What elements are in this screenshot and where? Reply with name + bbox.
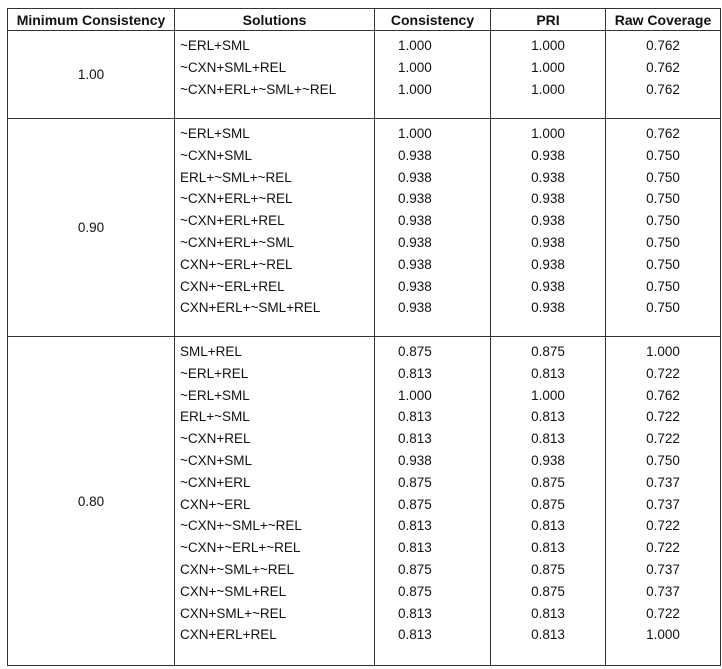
pri-value: 0.813	[531, 431, 565, 447]
consistency-value: 0.938	[398, 169, 432, 185]
raw-coverage-value: 0.750	[646, 191, 680, 207]
consistency-value: 1.000	[398, 126, 432, 141]
solution-value: CXN+ERL+REL	[180, 627, 277, 643]
consistency-value: 0.813	[398, 518, 432, 534]
consistency-value: 0.938	[398, 234, 432, 250]
solution-value: CXN+~SML+~REL	[180, 561, 295, 577]
raw-coverage-value: 0.762	[646, 126, 680, 141]
pri-value: 0.938	[531, 278, 565, 294]
raw-coverage-value: 0.722	[646, 431, 680, 447]
consistency-cell	[375, 31, 491, 119]
raw-coverage-value: 0.750	[646, 278, 680, 294]
pri-value: 0.938	[531, 452, 565, 468]
pri-value: 0.813	[531, 605, 565, 621]
solution-value: ~CXN+ERL+~SML+~REL	[180, 81, 337, 97]
solution-value: ~CXN+REL	[180, 431, 251, 447]
pri-value: 0.938	[531, 300, 565, 316]
pri-value: 0.938	[531, 256, 565, 272]
consistency-value: 0.938	[398, 452, 432, 468]
pri-value: 0.938	[531, 191, 565, 207]
pri-value: 0.938	[531, 213, 565, 229]
raw-coverage-value: 0.722	[646, 365, 680, 381]
solution-value: ~ERL+SML	[180, 126, 250, 141]
raw-coverage-value: 0.750	[646, 169, 680, 185]
raw-coverage-value: 0.750	[646, 234, 680, 250]
header-consistency: Consistency	[375, 9, 491, 31]
pri-cell	[491, 337, 606, 666]
raw-coverage-value: 0.722	[646, 409, 680, 425]
pri-value: 1.000	[531, 59, 565, 75]
solution-value: ~CXN+~SML+~REL	[180, 518, 302, 534]
solution-value: ~ERL+REL	[180, 365, 249, 381]
solution-cell	[175, 337, 375, 666]
pri-value: 0.813	[531, 540, 565, 556]
pri-value: 1.000	[531, 38, 565, 53]
pri-value: 0.875	[531, 344, 565, 359]
pri-cell	[491, 119, 606, 337]
raw-coverage-value: 0.762	[646, 59, 680, 75]
solutions-table	[7, 8, 721, 666]
group-row	[8, 31, 721, 119]
solution-value: ~ERL+SML	[180, 387, 250, 403]
solution-value: ERL+~SML+~REL	[180, 169, 292, 185]
solution-value: ~ERL+SML	[180, 38, 250, 53]
header-raw-coverage: Raw Coverage	[606, 9, 721, 31]
solution-value: ~CXN+SML	[180, 147, 253, 163]
raw-coverage-value: 0.750	[646, 300, 680, 316]
consistency-value: 0.938	[398, 191, 432, 207]
raw-coverage-value: 0.762	[646, 38, 680, 53]
min-consistency-cell: 1.00	[8, 31, 175, 119]
raw-coverage-value: 0.737	[646, 496, 680, 512]
consistency-value: 0.938	[398, 256, 432, 272]
pri-value: 0.875	[531, 583, 565, 599]
consistency-value: 0.813	[398, 409, 432, 425]
solution-value: ~CXN+ERL+~SML	[180, 234, 295, 250]
group-row	[8, 119, 721, 337]
raw-coverage-value: 0.722	[646, 540, 680, 556]
raw-coverage-cell	[606, 337, 721, 666]
solution-value: CXN+SML+~REL	[180, 605, 287, 621]
consistency-value: 0.875	[398, 583, 432, 599]
consistency-cell	[375, 119, 491, 337]
pri-value: 0.938	[531, 169, 565, 185]
raw-coverage-cell	[606, 31, 721, 119]
pri-value: 0.875	[531, 496, 565, 512]
pri-value: 0.875	[531, 474, 565, 490]
raw-coverage-value: 0.737	[646, 561, 680, 577]
raw-coverage-value: 0.737	[646, 583, 680, 599]
pri-value: 0.813	[531, 409, 565, 425]
group-row	[8, 337, 721, 666]
consistency-value: 0.813	[398, 605, 432, 621]
pri-value: 0.875	[531, 561, 565, 577]
pri-value: 0.813	[531, 365, 565, 381]
pri-value: 0.938	[531, 147, 565, 163]
solution-value: CXN+ERL+~SML+REL	[180, 300, 321, 316]
raw-coverage-value: 0.762	[646, 387, 680, 403]
consistency-value: 0.813	[398, 627, 432, 643]
solution-value: ~CXN+ERL+REL	[180, 213, 285, 229]
solution-value: SML+REL	[180, 344, 242, 359]
solution-value: ~CXN+ERL+~REL	[180, 191, 293, 207]
consistency-value: 1.000	[398, 387, 432, 403]
raw-coverage-value: 0.762	[646, 81, 680, 97]
solution-value: CXN+~SML+REL	[180, 583, 287, 599]
header-min-consistency: Minimum Consistency	[8, 9, 175, 31]
raw-coverage-value: 0.750	[646, 213, 680, 229]
raw-coverage-value: 0.750	[646, 452, 680, 468]
header-solutions: Solutions	[175, 9, 375, 31]
raw-coverage-value: 1.000	[646, 344, 680, 359]
solution-value: ~CXN+SML+REL	[180, 59, 287, 75]
pri-cell	[491, 31, 606, 119]
solution-value: ~CXN+ERL	[180, 474, 251, 490]
solution-value: ~CXN+SML	[180, 452, 253, 468]
consistency-value: 0.938	[398, 278, 432, 294]
pri-value: 1.000	[531, 126, 565, 141]
solution-value: ERL+~SML	[180, 409, 250, 425]
min-consistency-cell: 0.80	[8, 337, 175, 666]
raw-coverage-value: 0.737	[646, 474, 680, 490]
raw-coverage-cell	[606, 119, 721, 337]
pri-value: 1.000	[531, 387, 565, 403]
consistency-value: 1.000	[398, 81, 432, 97]
solution-cell	[175, 119, 375, 337]
consistency-value: 0.875	[398, 496, 432, 512]
consistency-value: 0.875	[398, 344, 432, 359]
consistency-cell	[375, 337, 491, 666]
consistency-value: 1.000	[398, 38, 432, 53]
consistency-value: 0.875	[398, 561, 432, 577]
consistency-value: 0.813	[398, 431, 432, 447]
min-consistency-cell: 0.90	[8, 119, 175, 337]
header-row	[8, 9, 721, 31]
solution-value: ~CXN+~ERL+~REL	[180, 540, 301, 556]
pri-value: 0.813	[531, 518, 565, 534]
pri-value: 0.938	[531, 234, 565, 250]
raw-coverage-value: 0.750	[646, 256, 680, 272]
pri-value: 0.813	[531, 627, 565, 643]
solution-value: CXN+~ERL	[180, 496, 251, 512]
consistency-value: 0.938	[398, 147, 432, 163]
solution-value: CXN+~ERL+~REL	[180, 256, 293, 272]
header-pri: PRI	[491, 9, 606, 31]
raw-coverage-value: 0.750	[646, 147, 680, 163]
raw-coverage-value: 1.000	[646, 627, 680, 643]
raw-coverage-value: 0.722	[646, 605, 680, 621]
pri-value: 1.000	[531, 81, 565, 97]
consistency-value: 0.875	[398, 474, 432, 490]
consistency-value: 1.000	[398, 59, 432, 75]
solution-cell	[175, 31, 375, 119]
consistency-value: 0.813	[398, 540, 432, 556]
consistency-value: 0.938	[398, 300, 432, 316]
solution-value: CXN+~ERL+REL	[180, 278, 285, 294]
consistency-value: 0.813	[398, 365, 432, 381]
consistency-value: 0.938	[398, 213, 432, 229]
raw-coverage-value: 0.722	[646, 518, 680, 534]
